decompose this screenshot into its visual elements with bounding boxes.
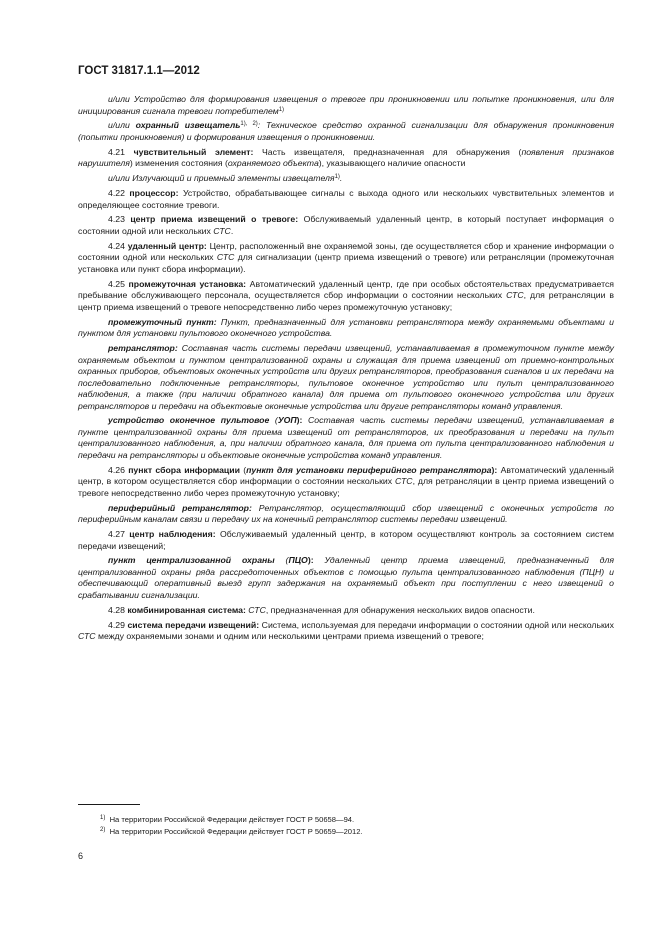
paragraph <box>78 415 614 461</box>
footnote-reference: 1) <box>334 174 340 181</box>
text-segment: 4.28 <box>108 604 128 615</box>
text-segment: ), указывающего наличие опасности <box>318 158 466 169</box>
paragraph <box>78 147 614 170</box>
text-segment: и/или Устройство для формирования извещения о тревоге при проникновении или попытке проникновения, или для инициирования сигнала тревоги потребителем <box>78 94 614 116</box>
text-segment: Ретранслятор, осуществляющий сбор извещений с оконечных устройств по периферийным каналам связи и передачу их на конечный ретранслятор системы передачи извещений. <box>78 502 614 525</box>
paragraph <box>78 605 614 617</box>
text-segment: 4.22 <box>108 188 130 199</box>
footnotes <box>100 814 363 839</box>
text-segment: , для ретрансляции в центр приема извещений о тревоге непосредственно либо через промежуточную установку; <box>78 476 615 498</box>
term: ): <box>296 415 303 426</box>
text-segment: ( <box>239 464 247 475</box>
document-body <box>78 94 614 646</box>
paragraph <box>78 465 614 500</box>
term: УОП <box>277 415 297 426</box>
paragraph <box>78 241 614 276</box>
text-segment: Пункт, предназначенный для установки ретранслятора между охраняемыми объектами и пунктом для установки пультового оконечного устройства. <box>78 316 614 339</box>
term: центр наблюдения: <box>129 529 216 540</box>
text-segment: 4.24 <box>108 240 128 251</box>
paragraph <box>78 343 614 412</box>
paragraph <box>78 120 614 143</box>
text-segment: 4.25 <box>108 278 129 289</box>
text-segment: : Техническое средство охранной сигнализации для обнаружения проникновения (попытки проникновения) и формирования извещения о проникновении. <box>78 120 614 142</box>
text-segment: ) изменения состояния ( <box>129 158 228 169</box>
text-segment: Устройство, обрабатывающее сигналы с выхода одного или нескольких чувствительных элементов и определяющее состояние тревоги. <box>78 188 615 210</box>
term: пункт для установки периферийного ретранслятора <box>246 464 492 475</box>
paragraph <box>78 503 614 526</box>
text-segment: . <box>339 173 343 184</box>
term: пункт сбора информации <box>128 464 240 475</box>
footnote-reference: 1), 2) <box>240 121 258 128</box>
text-segment: , предназначенная для обнаружения нескольких видов опасности. <box>265 604 535 615</box>
text-segment: Часть извещателя, предназначенная для обнаружения ( <box>253 146 522 157</box>
text-segment: появления признаков нарушителя <box>78 146 614 169</box>
text-segment: СТС <box>78 631 96 642</box>
text-segment: 4.26 <box>108 464 129 475</box>
term: пункт централизованной охраны <box>108 555 275 566</box>
text-segment: между охраняемыми зонами и одним или несколькими центрами приема извещений о тревоге; <box>95 631 484 642</box>
paragraph <box>78 529 614 552</box>
paragraph <box>78 317 614 340</box>
paragraph <box>78 188 614 211</box>
footnote-mark: 2) <box>100 827 106 834</box>
footnote-2 <box>100 826 363 838</box>
footnote-1 <box>100 814 363 826</box>
text-segment: СТС <box>395 476 413 487</box>
text-segment: Система, используемая для передачи информации о состоянии одной или нескольких <box>259 619 614 630</box>
term: ): <box>307 555 314 566</box>
footnote-mark: 1) <box>100 815 106 821</box>
page-number: 6 <box>78 851 84 861</box>
paragraph <box>78 279 614 314</box>
text-segment: Составная часть системы передачи извещений, устанавливаемая в пункте централизованной охраны для приема извещений от ретрансляторов, их преобразования и передачи на пульт централизованного наблюдения, а, при наличии обратного канала, для приема от пульта централизованного наблюдения и передачи на ретрансляторы и объектовые оконечные устройства команд управления. <box>78 415 614 460</box>
term: промежуточная установка: <box>128 278 247 289</box>
text-segment: ( <box>274 555 289 566</box>
text-segment: Удаленный центр приема извещений, предназначенный для централизованной охраны ряда рассредоточенных объектов с помощью пульта централизованного наблюдения (ПЦН) и обеспечивающий оперативный выезд групп задержания на охраняемый объект при поступлении с него извещений о срабатывании сигнализации. <box>78 555 615 600</box>
term: охранный извещатель <box>135 120 241 131</box>
text-segment: , для ретрансляции в центр приема извещений о тревоге непосредственно либо через промежуточную установку; <box>78 290 614 312</box>
text-segment: Центр, расположенный вне охраняемой зоны, где осуществляется сбор и хранение информации о состоянии одной или нескольких <box>78 240 614 263</box>
text-segment: СТС <box>216 252 235 263</box>
footnote-text: На территории Российской Федерации действует ГОСТ Р 50659—2012. <box>109 827 363 837</box>
term: процессор: <box>129 188 179 199</box>
text-segment: и/или Излучающий и приемный элементы извещателя <box>108 173 335 184</box>
footnote-divider <box>78 804 140 805</box>
term: периферийный ретранслятор: <box>108 502 252 513</box>
text-segment: Автоматический удаленный центр, где при особых обстоятельствах предусматривается пребывание обслуживающего персонала, осуществляется сбор информации о состоянии нескольких <box>78 278 614 301</box>
text-segment: 4.27 <box>108 529 130 540</box>
term: промежуточный пункт: <box>108 316 217 327</box>
text-segment: для сигнализации (центр приема извещений о тревоге) или ретрансляции (промежуточная установка или пункт сбора информации). <box>78 252 615 274</box>
term: комбинированная система: <box>127 604 246 615</box>
text-segment: СТС <box>506 290 524 301</box>
term: ): <box>491 464 498 475</box>
text-segment: и/или <box>108 120 136 131</box>
text-segment: Обслуживаемый удаленный центр, в который поступает информация о состоянии одной или нескольких <box>78 214 615 236</box>
text-segment: СТС <box>213 225 231 236</box>
term: чувствительный элемент: <box>133 146 254 157</box>
text-segment: Автоматический удаленный центр, в котором осуществляется сбор информации о состоянии нескольких <box>78 464 614 487</box>
term: центр приема извещений о тревоге: <box>130 214 299 225</box>
text-segment: 4.21 <box>108 146 134 157</box>
footnote-text: На территории Российской Федерации действует ГОСТ Р 50658—94. <box>109 815 355 824</box>
term: устройство оконечное пультовое <box>108 415 270 426</box>
text-segment: Обслуживаемый удаленный центр, в котором осуществляют контроль за состоянием систем передачи извещений; <box>78 529 614 551</box>
text-segment: 4.23 <box>108 214 131 225</box>
text-segment: ( <box>269 415 278 426</box>
term: удаленный центр: <box>127 240 207 251</box>
paragraph <box>78 214 614 237</box>
paragraph <box>78 555 614 601</box>
paragraph <box>78 173 614 185</box>
footnote-reference: 1) <box>278 106 285 113</box>
document-header: ГОСТ 31817.1.1—2012 <box>78 65 200 77</box>
text-segment: СТС <box>248 604 266 615</box>
term: ПЦО <box>288 555 308 566</box>
term: ретранслятор: <box>108 343 178 354</box>
text-segment: охраняемого объекта <box>227 158 319 169</box>
term: система передачи извещений: <box>127 619 260 630</box>
text-segment: . <box>230 225 234 236</box>
paragraph <box>78 620 614 643</box>
paragraph <box>78 94 614 117</box>
text-segment: Составная часть системы передачи извещений, устанавливаемая в промежуточном пункте между охраняемым объектом и пунктом централизованной охраны и служащая для приема извещений от приемно-контрольных охранных приборов, объектовых оконечных устройств или других ретрансляторов, преобразования сигналов и их передачи на последовательно подключенные ретрансляторы, пультовое оконечное устройство или пульт централизованного наблюдения, а также (при наличии обратного канала) для приема от пультового оконечного устройства или других ретрансляторов и передачи на объектовые оконечные устройства или другие ретрансляторы команд управления. <box>78 343 614 411</box>
text-segment: 4.29 <box>108 619 128 630</box>
